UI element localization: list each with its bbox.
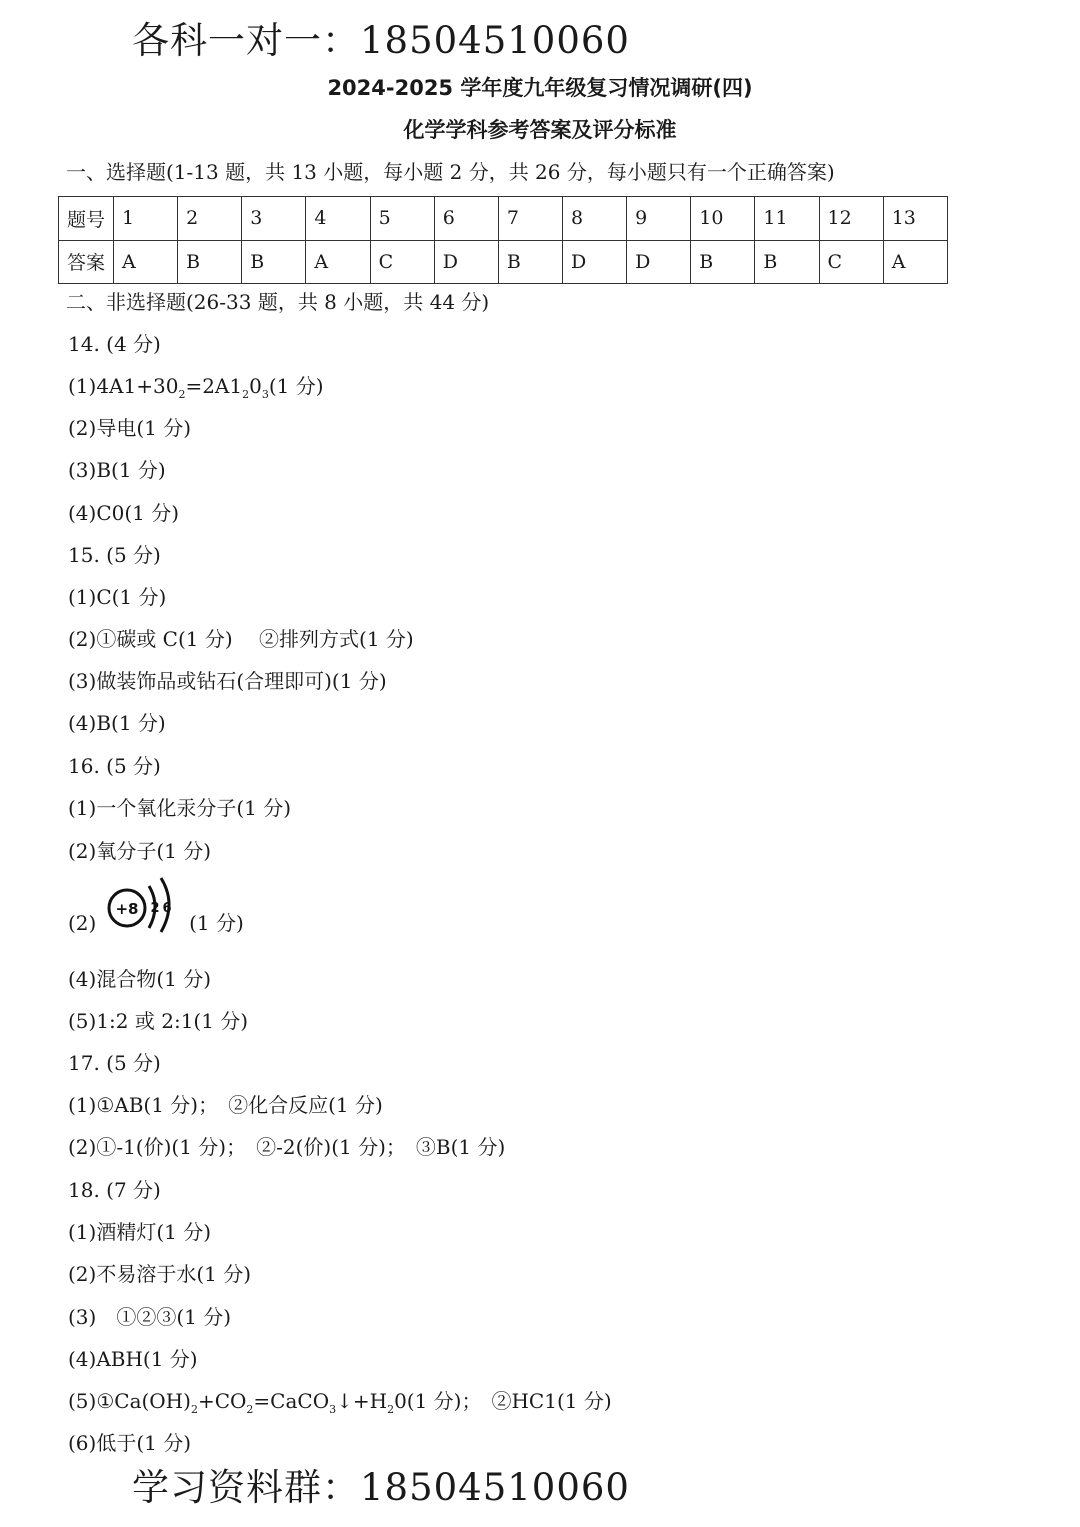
- q18-answer-2: (2)不易溶于水(1 分): [68, 1262, 252, 1286]
- q15-answer-1: (1)C(1 分): [68, 585, 167, 609]
- q15-answer-4: (4)B(1 分): [68, 711, 166, 735]
- table-row-numbers: [59, 197, 948, 241]
- oxygen-atom-structure-diagram: [105, 872, 181, 936]
- section-choice-heading: 一、选择题(1-13 题，共 13 小题，每小题 2 分，共 26 分，每小题只有一个正确答案): [66, 160, 835, 184]
- q15-answer-3: (3)做装饰品或钻石(合理即可)(1 分): [68, 669, 387, 693]
- question-number-cell: 5: [370, 197, 434, 241]
- answer-cell: B: [755, 240, 819, 284]
- q14-heading: 14. (4 分): [68, 332, 161, 356]
- q16-answer-4: (4)混合物(1 分): [68, 967, 212, 991]
- question-number-cell: 4: [306, 197, 370, 241]
- question-number-cell: 8: [562, 197, 626, 241]
- q14-answer-3: (3)B(1 分): [68, 458, 166, 482]
- answer-cell: B: [242, 240, 306, 284]
- answer-cell: D: [627, 240, 691, 284]
- contact-banner-top: 各科一对一：18504510060: [132, 19, 630, 62]
- question-number-cell: 11: [755, 197, 819, 241]
- q15-answer-2: (2)①碳或 C(1 分) ②排列方式(1 分): [68, 627, 414, 651]
- answer-cell: B: [178, 240, 242, 284]
- q14-answer-2: (2)导电(1 分): [68, 416, 192, 440]
- q17-heading: 17. (5 分): [68, 1051, 161, 1075]
- question-number-cell: 1: [114, 197, 178, 241]
- q16-answer-3: (2) +8 2 6 (1 分): [68, 872, 244, 936]
- answer-cell: A: [306, 240, 370, 284]
- section-nonchoice-heading: 二、非选择题(26-33 题，共 8 小题，共 44 分): [66, 290, 490, 314]
- q16-answer-1: (1)一个氧化汞分子(1 分): [68, 796, 292, 820]
- answer-cell: C: [819, 240, 883, 284]
- q16-answer-2: (2)氧分子(1 分): [68, 839, 212, 863]
- contact-banner-bottom: 学习资料群：18504510060: [132, 1466, 630, 1509]
- q14-answer-4: (4)C0(1 分): [68, 501, 180, 525]
- question-number-cell: 12: [819, 197, 883, 241]
- answer-cell: D: [434, 240, 498, 284]
- q17-answer-1: (1)①AB(1 分)； ②化合反应(1 分): [68, 1093, 383, 1117]
- document-subtitle: 化学学科参考答案及评分标准: [403, 118, 677, 142]
- q18-answer-3: (3) ①②③(1 分): [68, 1305, 232, 1329]
- q15-heading: 15. (5 分): [68, 543, 161, 567]
- nucleus-charge: +8: [115, 900, 139, 918]
- table-header-answer: 答案: [59, 240, 114, 284]
- q18-heading: 18. (7 分): [68, 1178, 161, 1202]
- answer-table: [58, 196, 948, 284]
- q18-answer-6: (6)低于(1 分): [68, 1431, 192, 1455]
- answer-cell: C: [370, 240, 434, 284]
- question-number-cell: 10: [691, 197, 755, 241]
- question-number-cell: 7: [498, 197, 562, 241]
- q18-answer-4: (4)ABH(1 分): [68, 1347, 198, 1371]
- answer-cell: D: [562, 240, 626, 284]
- answer-cell: B: [498, 240, 562, 284]
- document-title: 2024-2025 学年度九年级复习情况调研(四): [327, 76, 753, 100]
- shell-1-electrons: 2: [150, 901, 160, 916]
- q18-answer-5: $(5)①Ca(OH)_2+CO_2=CaCO_3↓+H_20(1$ 分)； ②HC1(1 分): [68, 1389, 612, 1416]
- q16-heading: 16. (5 分): [68, 754, 161, 778]
- question-number-cell: 3: [242, 197, 306, 241]
- question-number-cell: 9: [627, 197, 691, 241]
- q18-answer-1: (1)酒精灯(1 分): [68, 1220, 212, 1244]
- q17-answer-2: (2)①-1(价)(1 分)； ②-2(价)(1 分)； ③B(1 分): [68, 1135, 506, 1159]
- question-number-cell: 6: [434, 197, 498, 241]
- answer-cell: A: [114, 240, 178, 284]
- table-row-answers: [59, 240, 948, 284]
- table-header-number: 题号: [59, 197, 114, 241]
- question-number-cell: 2: [178, 197, 242, 241]
- q16-answer-5: (5)1:2 或 2:1(1 分): [68, 1009, 249, 1033]
- shell-2-electrons: 6: [162, 901, 172, 916]
- answer-cell: B: [691, 240, 755, 284]
- question-number-cell: 13: [883, 197, 947, 241]
- q14-answer-1: $(1)4A1+30_2=2A1_20_3(1$ 分): [68, 374, 324, 401]
- answer-cell: A: [883, 240, 947, 284]
